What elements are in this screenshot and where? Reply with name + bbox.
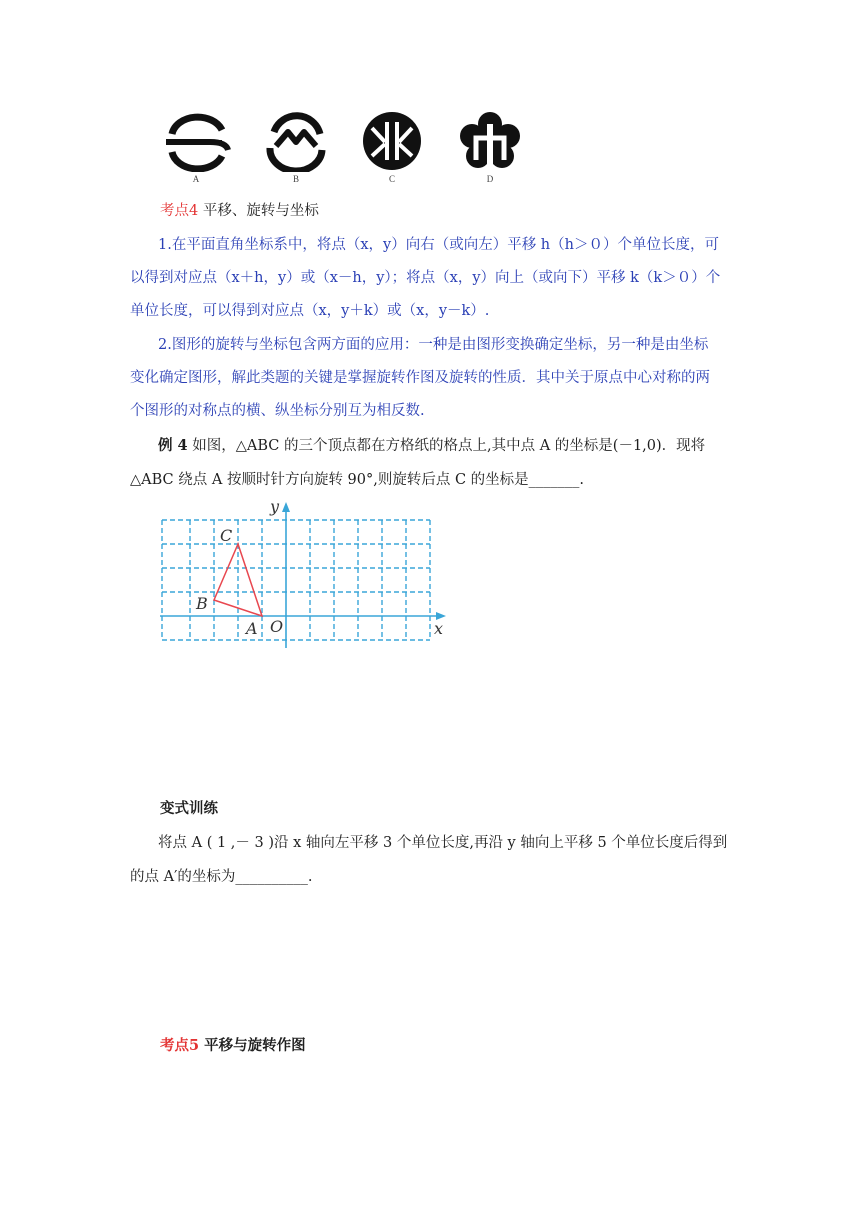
label-a: A — [246, 619, 258, 638]
practice-line-2: 的点 A′的坐标为__________. — [130, 869, 313, 885]
label-c: C — [220, 526, 233, 545]
subway-logo-d-icon — [454, 112, 526, 172]
section-number: 4 — [189, 203, 199, 219]
paragraph-2-line-1: 2.图形的旋转与坐标包含两方面的应用：一种是由图形变换确定坐标，另一种是由坐标 — [158, 337, 709, 353]
example-text: 如图，△ABC 的三个顶点都在方格纸的格点上,其中点 A 的坐标是(－1,0)．现将 — [187, 438, 706, 454]
y-axis-arrow-icon — [282, 502, 290, 512]
section-4-heading — [160, 200, 760, 222]
subway-logo-b-icon — [260, 112, 332, 172]
logo-caption: A — [192, 174, 200, 184]
paragraph-1-line-3: 单位长度，可以得到对应点（x，y＋k）或（x，y－k）. — [130, 303, 490, 319]
subway-logo-c-icon — [356, 112, 428, 172]
label-origin: O — [270, 617, 284, 636]
paragraph-1-line-1: 1.在平面直角坐标系中，将点（x，y）向右（或向左）平移 h（h＞０）个单位长度，可 — [158, 237, 719, 253]
example-4-line-1 — [158, 435, 758, 457]
example-4-line-2: △ABC 绕点 A 按顺时针方向旋转 90°,则旋转后点 C 的坐标是_______. — [130, 472, 585, 488]
section-label: 考点 — [160, 1037, 189, 1054]
logo-caption: D — [486, 174, 494, 184]
section-number: 5 — [189, 1037, 200, 1054]
section-title: 平移与旋转作图 — [204, 1037, 306, 1054]
logo-option-d — [454, 112, 526, 184]
section-label: 考点 — [160, 203, 189, 219]
logo-caption: C — [388, 174, 395, 184]
example-label: 例 4 — [158, 437, 188, 454]
section-5-heading — [160, 1035, 760, 1057]
logo-options-row — [160, 112, 540, 188]
paragraph-2-line-3: 个图形的对称点的横、纵坐标分别互为相反数. — [130, 403, 425, 419]
practice-line-1: 将点 A ( 1 ,－ 3 )沿 x 轴向左平移 3 个单位长度,再沿 y 轴向上平移 5 个单位长度后得到 — [158, 835, 728, 851]
section-title: 平移、旋转与坐标 — [202, 203, 319, 219]
subway-logo-a-icon — [160, 112, 232, 172]
practice-title: 变式训练 — [160, 800, 218, 817]
label-b: B — [196, 594, 208, 613]
coordinate-grid — [150, 498, 450, 650]
label-y-axis: y — [270, 498, 280, 516]
logo-option-a — [160, 112, 232, 184]
paragraph-2-line-2: 变化确定图形，解此类题的关键是掌握旋转作图及旋转的性质．其中关于原点中心对称的两 — [130, 370, 710, 386]
paragraph-1-line-2: 以得到对应点（x＋h，y）或（x－h，y）；将点（x，y）向上（或向下）平移 k（k＞０）个 — [130, 270, 721, 286]
logo-option-c — [356, 112, 428, 184]
logo-option-b — [260, 112, 332, 184]
coordinate-grid-figure — [150, 498, 450, 654]
label-x-axis: x — [434, 619, 444, 638]
logo-caption: B — [292, 174, 299, 184]
grid-lines — [162, 520, 430, 640]
